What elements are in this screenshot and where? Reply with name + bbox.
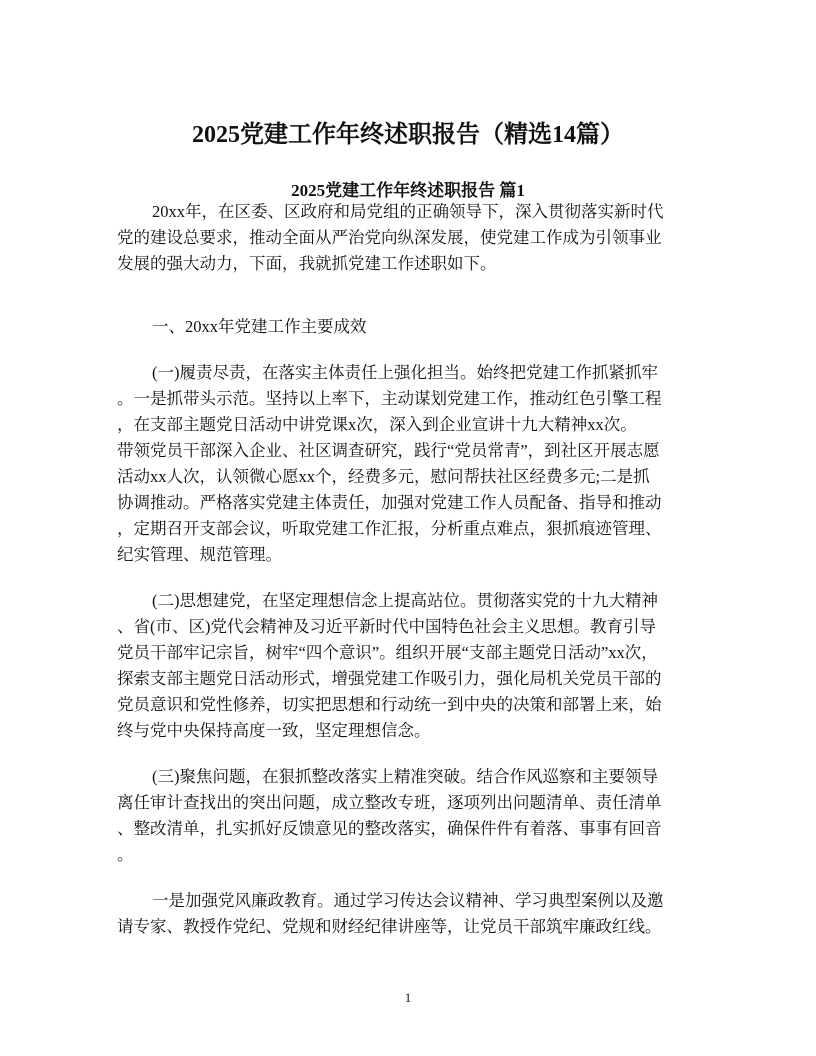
- paragraph-line: 党员意识和党性修养，切实把思想和行动统一到中央的决策和部署上来，始: [117, 695, 662, 714]
- paragraph-line: ，定期召开支部会议，听取党建工作汇报，分析重点难点，狠抓痕迹管理、: [117, 519, 662, 538]
- paragraph-line: 党员干部牢记宗旨，树牢“四个意识”。组织开展“支部主题党日活动”xx次，: [117, 643, 658, 662]
- paragraph: [117, 764, 707, 868]
- paragraph-line: (一)履责尽责，在落实主体责任上强化担当。始终把党建工作抓紧抓牢: [152, 363, 658, 382]
- document-title: 2025党建工作年终述职报告（精选14篇）: [192, 122, 624, 148]
- paragraph-line: 、省(市、区)党代会精神及习近平新时代中国特色社会主义思想。教育引导: [117, 617, 656, 636]
- paragraph-line: 党的建设总要求，推动全面从严治党向纵深发展，使党建工作成为引领事业: [117, 228, 662, 247]
- paragraph-line: 探索支部主题党日活动形式，增强党建工作吸引力，强化局机关党员干部的: [117, 669, 662, 688]
- paragraph-line: 。: [117, 845, 134, 864]
- paragraph-line: 、整改清单，扎实抓好反馈意见的整改落实，确保件件有着落、事事有回音: [117, 819, 662, 838]
- paragraph-line: 。一是抓带头示范。坚持以上率下，主动谋划党建工作，推动红色引擎工程: [117, 389, 662, 408]
- paragraph: [117, 314, 707, 340]
- paragraph-line: 纪实管理、规范管理。: [117, 545, 282, 564]
- paragraph-line: 一、20xx年党建工作主要成效: [152, 317, 367, 336]
- paragraph-line: 一是加强党风廉政教育。通过学习传达会议精神、学习典型案例以及邀: [152, 891, 664, 910]
- paragraph: [117, 199, 707, 277]
- paragraph-line: 带领党员干部深入企业、社区调查研究，践行“党员常青”，到社区开展志愿: [117, 441, 660, 460]
- paragraph: [117, 588, 707, 744]
- page-number: 1: [404, 990, 412, 1005]
- paragraph-line: 发展的强大动力，下面，我就抓党建工作述职如下。: [117, 254, 497, 273]
- paragraph-line: 活动xx人次，认领微心愿xx个，经费多元，慰问帮扶社区经费多元;二是抓: [117, 467, 650, 486]
- paragraph: [117, 360, 707, 568]
- paragraph-line: ，在支部主题党日活动中讲党课x次，深入到企业宣讲十九大精神xx次。: [117, 415, 637, 434]
- paragraph-line: 请专家、教授作党纪、党规和财经纪律讲座等，让党员干部筑牢廉政红线。: [117, 917, 662, 936]
- paragraph-line: 协调推动。严格落实党建主体责任，加强对党建工作人员配备、指导和推动: [117, 493, 662, 512]
- section-title: 2025党建工作年终述职报告 篇1: [291, 181, 525, 200]
- paragraph-line: (二)思想建党，在坚定理想信念上提高站位。贯彻落实党的十九大精神: [152, 591, 658, 610]
- paragraph-line: 离任审计查找出的突出问题，成立整改专班，逐项列出问题清单、责任清单: [117, 793, 662, 812]
- paragraph-line: (三)聚焦问题，在狠抓整改落实上精准突破。结合作风巡察和主要领导: [152, 767, 658, 786]
- paragraph: [117, 888, 707, 940]
- paragraph-line: 20xx年，在区委、区政府和局党组的正确领导下，深入贯彻落实新时代: [152, 202, 664, 221]
- paragraph-line: 终与党中央保持高度一致，坚定理想信念。: [117, 721, 431, 740]
